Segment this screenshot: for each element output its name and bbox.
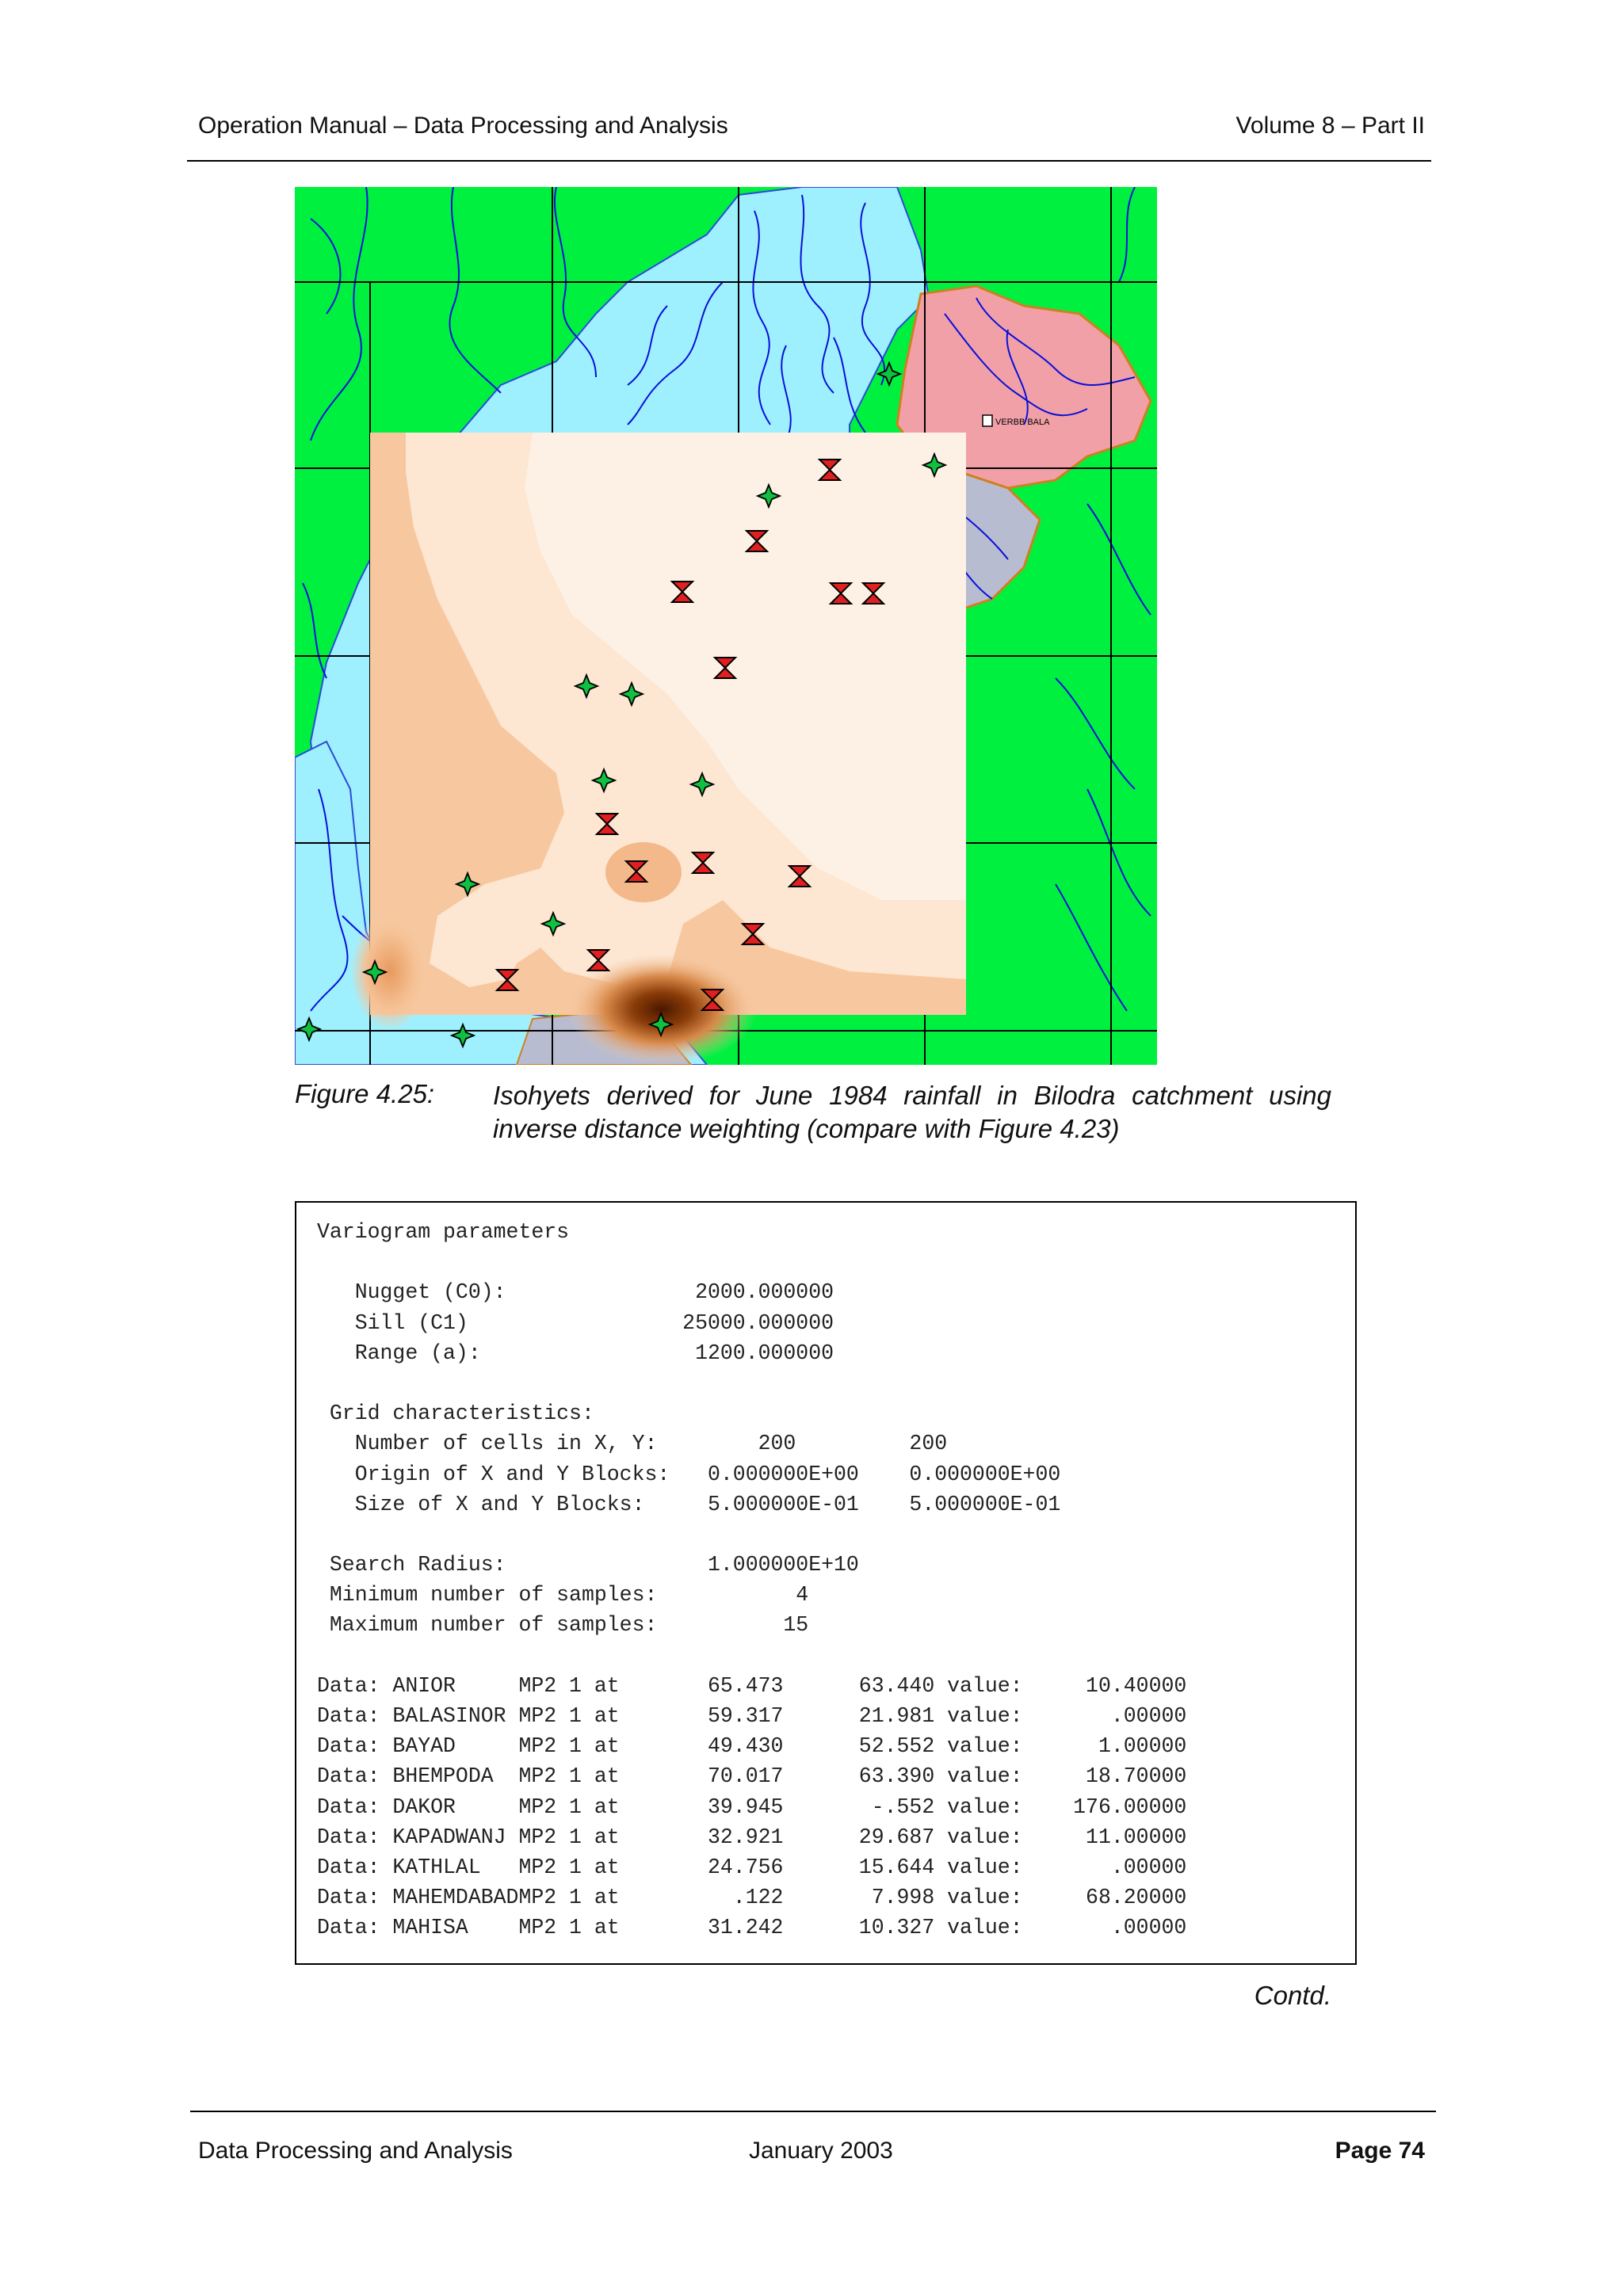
header-title: Operation Manual – Data Processing and Analysis [198, 113, 728, 139]
listing-line [317, 1641, 1335, 1671]
footer-title: Data Processing and Analysis [198, 2138, 513, 2164]
figure-label: Figure 4.25: [295, 1079, 435, 1108]
listing-line: Range (a): 1200.000000 [317, 1341, 834, 1365]
footer-divider [190, 2111, 1436, 2112]
footer-date: January 2003 [749, 2138, 893, 2164]
listing-line: Data: BAYAD MP2 1 at 49.430 52.552 value: 1.00000 [317, 1734, 1187, 1759]
map-label-box [983, 415, 992, 426]
listing-line [317, 1247, 1335, 1277]
listing-line: Nugget (C0): 2000.000000 [317, 1280, 834, 1305]
listing-line: Number of cells in X, Y: 200 200 [317, 1432, 948, 1456]
listing-line: Data: BHEMPODA MP2 1 at 70.017 63.390 value: 18.70000 [317, 1764, 1187, 1789]
listing-line: Data: BALASINOR MP2 1 at 59.317 21.981 value: .00000 [317, 1704, 1187, 1728]
isohyet-field [350, 433, 966, 1065]
listing-line [317, 1368, 1335, 1398]
isohyet-map-figure [295, 187, 1157, 1065]
listing-line: Origin of X and Y Blocks: 0.000000E+00 0.000000E+00 [317, 1462, 1061, 1486]
listing-line: Data: ANIOR MP2 1 at 65.473 63.440 value: 10.40000 [317, 1673, 1187, 1698]
listing-line: Data: DAKOR MP2 1 at 39.945 -.552 value: 176.00000 [317, 1794, 1187, 1819]
listing-line: Data: MAHISA MP2 1 at 31.242 10.327 value: .00000 [317, 1916, 1187, 1940]
footer-page-number: Page 74 [1335, 2138, 1425, 2164]
variogram-listing [295, 1201, 1357, 1965]
header-volume: Volume 8 – Part II [1235, 113, 1425, 139]
header-divider [187, 160, 1431, 162]
figure-caption: Isohyets derived for June 1984 rainfall in Bilodra catchment using inverse distance weighting (compare with Figure 4.23) [493, 1081, 1331, 1143]
listing-line: Size of X and Y Blocks: 5.000000E-01 5.000000E-01 [317, 1492, 1061, 1516]
listing-line: Minimum number of samples: 4 [317, 1583, 809, 1608]
listing-line: Data: KATHLAL MP2 1 at 24.756 15.644 value: .00000 [317, 1855, 1187, 1879]
listing-line: Data: KAPADWANJ MP2 1 at 32.921 29.687 value: 11.00000 [317, 1825, 1187, 1849]
listing-line: Data: MAHEMDABADMP2 1 at .122 7.998 value: 68.20000 [317, 1886, 1187, 1910]
listing-line [317, 1520, 1335, 1550]
listing-line: Variogram parameters [317, 1220, 570, 1244]
continued-note: Contd. [1254, 1981, 1331, 2010]
map-label-text: VERBB BALA [995, 418, 1050, 427]
listing-line: Search Radius: 1.000000E+10 [317, 1553, 859, 1577]
listing-line: Grid characteristics: [317, 1402, 594, 1426]
listing-line: Maximum number of samples: 15 [317, 1613, 809, 1638]
listing-line: Sill (C1) 25000.000000 [317, 1310, 834, 1335]
